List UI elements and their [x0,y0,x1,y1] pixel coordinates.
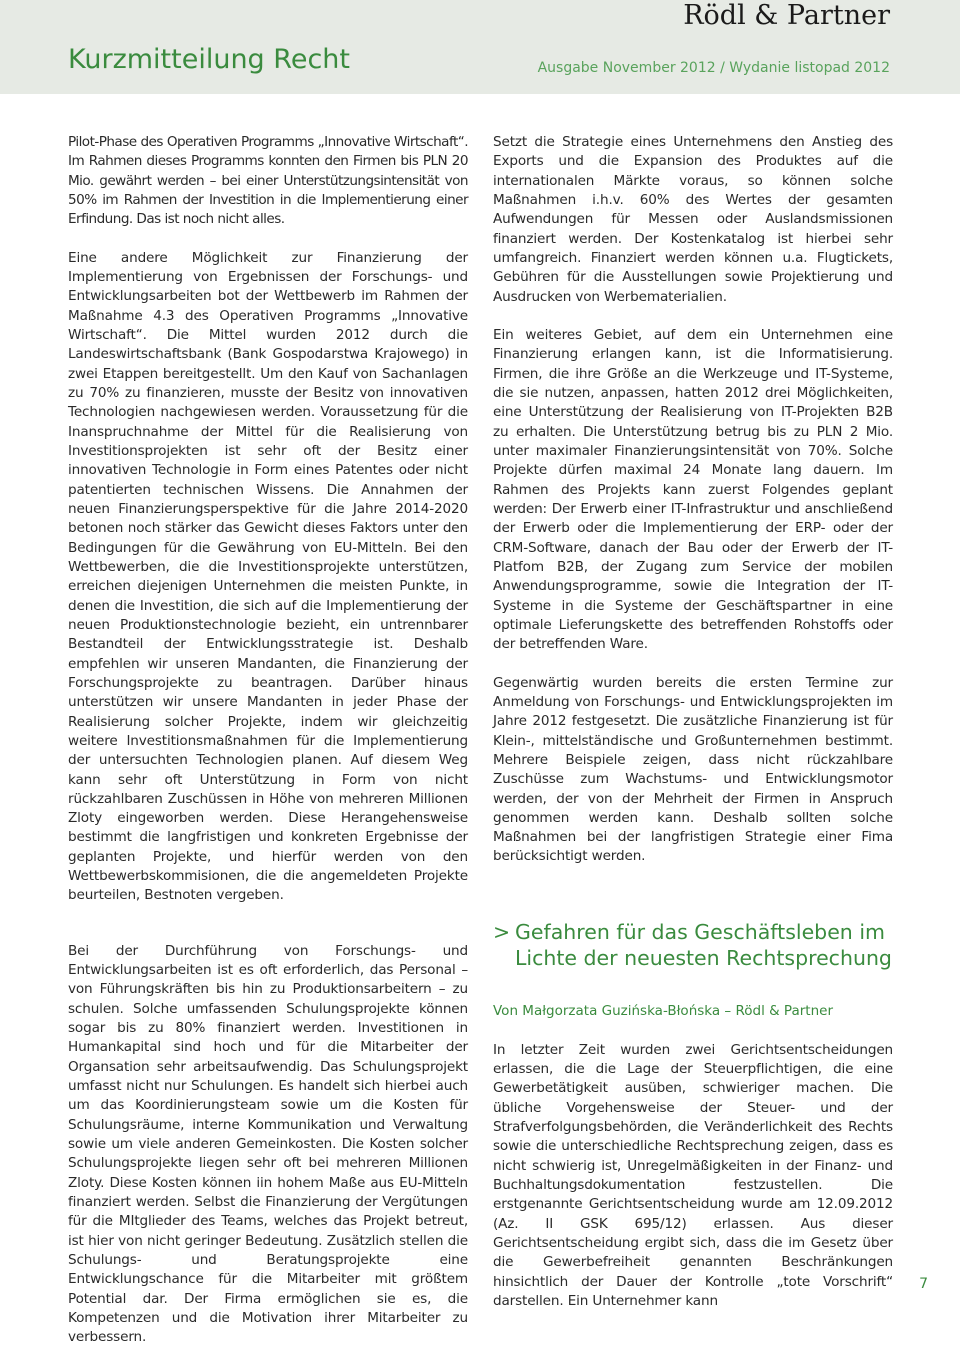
section-heading [493,919,893,971]
paragraph: Setzt die Strategie eines Unternehmens den Anstieg des Exports und die Expansion des Produktes auf die internationalen Märkte voraus, so können solche Maßnahmen i.h.v. 60% des Wertes der gesamten Aufwendungen für Messen oder Auslandsmissionen finanziert werden. Der Kostenkatalog ist hierbei sehr umfangreich. Finanziert werden können u.a. Flugtickets, Gebühren für die Ausstellungen sowie Projektierung und Ausdrucken von Werbematerialien. [493,134,893,305]
paragraph: Ein weiteres Gebiet, auf dem ein Unternehmen eine Finanzierung erlangen kann, ist die Informatisierung. Firmen, die ihre Größe an die Werkzeuge und IT-Systeme, die sie nutzen, anpassen, hatten 2012 drei Möglichkeiten, eine Unterstützung der Realisierung von IT-Projekten B2B zu erhalten. Die Unterstützung betrug bis zu PLN 2 Mio. unter maximaler Finanzierungsintensität von 70%. Solche Projekte dürfen maximal 24 Monate lang dauern. Im Rahmen des Projekts kann zuerst Folgendes geplant werden: Der Erwerb einer IT-Infrastruktur und anschließend der Erwerb oder die Implementierung der ERP- oder der CRM-Software, danach der Bau oder der Erwerb der IT-Platfom B2B, der Zugang zum Service der mobilen Anwendungsprogramme, sowie die Integration der IT-Systeme in die Systeme der Geschäftspartner in eine optimale Lieferungskette des betreffenden Rohstoffs oder der betreffenden Ware. [493,326,893,653]
paragraph: Bei der Durchführung von Forschungs- und Entwicklungsarbeiten ist es oft erforderlich, das Personal – von Führungskräften bis hin zu Produktionsarbeitern – zu schulen. Solche umfassenden Schulungsprojekte können sogar bis zu 80% finanziert werden. Investitionen in Humankapital sind hoch und für die Mitarbeiter der Organsation sehr arbeitsaufwendig. Das Schulungsprojekt umfasst nicht nur Schulungen. Es handelt sich hierbei auch um das Koordinierungsteam sowie um die Kosten für Schulungsräume, interne Kommunikation und Verwaltung sowie um viele anderen Gemeinkosten. Die Kosten solcher Schulungsprojekte liegen sehr oft bei mehreren Millionen Zloty. Diese Kosten können iin hohem Maße aus EU-Mitteln finanziert werden. Selbst die Finanzierung der Vergütungen für die MItglieder des Teams, welches das Projekt betreut, ist hier von nicht geringer Bedeutung. Zusätzlich stellen die Schulungs- und Beratungsprojekte eine Entwicklungschance für die Mitarbeiter mit größtem Potential dar. Der Firma ermöglichen sie es, die Kompetenzen und die Motivation ihrer Mitarbeiter zu verbessern. [68,942,468,1346]
edition-label: Ausgabe November 2012 / Wydanie listopad 2012 [537,60,890,76]
paragraph: Pilot-Phase des Operativen Programms „Innovative Wirtschaft“. Im Rahmen dieses Programms konnten den Firmen bis PLN 20 Mio. gewährt werden – bei einer Unterstützungsintensität von 50% im Rahmen der Investition in die Implementierung einer Erfindung. Das ist noch nicht alles. [68,134,468,228]
page-header [0,0,960,94]
author-byline: Von Małgorzata Guzińska-Błońska – Rödl & Partner [493,1002,833,1019]
brand-logo-text: Rödl & Partner [683,0,890,31]
paragraph: Eine andere Möglichkeit zur Finanzierung der Implementierung von Ergebnissen der Forschungs- und Entwicklungsarbeiten bot der Wettbewerb im Rahmen der Maßnahme 4.3 des Operativen Programms „Innovative Wirtschaft“. Die Mittel wurden 2012 durch die Landeswirtschaftsbank (Bank Gospodarstwa Krajowego) in zwei Etappen bereitgestellt. Um den Kauf von Sachanlagen zu 70% zu finanzieren, musste der Besitz von innovativen Technologien nachgewiesen werden. Voraussetzung für die Inanspruchnahme der Mittel für die Realisierung von Investitionsprojekten ist sehr oft der Besitz einer innovativen Technologie in Form eines Patentes oder nicht patentierten technischen Wissens. Die Annahmen der neuen Finanzierungsperspektive für die Jahre 2014-2020 betonen noch stärker das Gewicht dieses Faktors unter den Bedingungen für die Gewährung von EU-Mitteln. Bei den Wettbewerben, die die Investitionsprojekte unterstützen, erreichen diejenigen Unternehmen die meisten Punkte, in denen die Investition, die sich auf die Implementierung der neuen Produktionstechnologie bezieht, ein untrennbarer Bestandteil der Entwicklungsstrategie ist. Deshalb empfehlen wir unseren Mandanten, die Finanzierung der Forschungsprojekte zu beantragen. Darüber hinaus unterstützen wir unsere Mandanten in jeder Phase der Realisierung solcher Projekte, indem wir gleichzeitig weitere Investitionsmaßnahmen für die Implementierung der untersuchten Technologien planen. Auf diesem Weg kann sehr oft Unterstützung in Form von nicht rückzahlbaren Zuschüssen in Höhe von mehreren Millionen Zloty eingeworben werden. Diese Herangehensweise bestimmt die langfristigen und konkreten Ergebnisse der geplanten Projekte, und hierfür werden von den Wettbewerbskommisionen, die die angemeldeten Projekte beurteilen, Bestnoten vergeben. [68,249,468,904]
left-column [68,133,468,1348]
paragraph: Gegenwärtig wurden bereits die ersten Termine zur Anmeldung von Forschungs- und Entwicklungsprojekten im Jahre 2012 festgesetzt. Die zusätzliche Finanzierung ist für Klein-, mittelständische und Großunternehmen bestimmt. Mehrere Beispiele zeigen, dass nicht rückzahlbare Zuschüsse zum Wachstums- und Entwicklungsmotor werden, der von der Mehrheit der Firmen in Anspruch genommen werden kann. Deshalb sollten solche Maßnahmen bei der langfristigen Strategie einer Fima berücksichtigt werden. [493,674,893,865]
chevron-right-icon: > [493,919,511,944]
page-number: 7 [919,1276,928,1292]
paragraph: In letzter Zeit wurden zwei Gerichtsentscheidungen erlassen, die die Lage der Steuerpflichtigen, die eine Gewerbetätigkeit ausüben, schwieriger machen. Die übliche Vorgehensweise der Steuer- und der Strafverfolgungsbehörden, die Veränderlichkeit des Rechts sowie die unterschiedliche Rechtsprechung zeigen, dass es nicht schwierig ist, Unregelmäßigkeiten in der Finanz- und Buchhaltungsdokumentation festzustellen. Die erstgenannte Gerichtsentscheidung wurde am 12.09.2012 (Az. II GSK 695/12) erlassen. Aus dieser Gerichtsentscheidung ergibt sich, dass die im Gesetz über die Gewerbefreiheit genannten Beschränkungen hinsichtlich der Dauer der Kontrolle „tote Vorschrift“ darstellen. Ein Unternehmer kann [493,1041,893,1310]
publication-title: Kurzmitteilung Recht [68,44,350,75]
right-column [493,133,893,1311]
section-heading-text: Gefahren für das Geschäftsleben im Lichte der neuesten Rechtsprechung [515,919,892,970]
